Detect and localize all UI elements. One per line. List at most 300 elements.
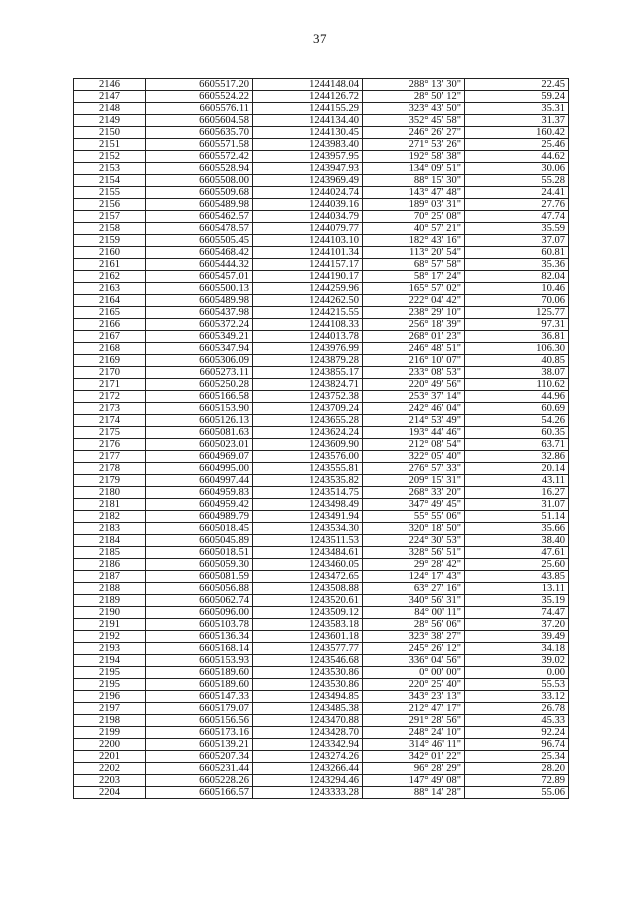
table-row — [74, 547, 569, 559]
table-row — [74, 475, 569, 487]
bearing-angle-cell: 212° 08' 54" — [363, 439, 465, 451]
table-row — [74, 343, 569, 355]
distance-cell: 92.24 — [465, 727, 569, 739]
x-coordinate-cell: 6605635.70 — [146, 127, 253, 139]
point-number-cell: 2185 — [74, 547, 146, 559]
table-row — [74, 319, 569, 331]
x-coordinate-cell: 6605166.58 — [146, 391, 253, 403]
table-row — [74, 679, 569, 691]
distance-cell: 59.24 — [465, 91, 569, 103]
y-coordinate-cell: 1243535.82 — [253, 475, 363, 487]
point-number-cell: 2176 — [74, 439, 146, 451]
y-coordinate-cell: 1244013.78 — [253, 331, 363, 343]
y-coordinate-cell: 1243601.18 — [253, 631, 363, 643]
bearing-angle-cell: 246° 48' 51" — [363, 343, 465, 355]
distance-cell: 24.41 — [465, 187, 569, 199]
y-coordinate-cell: 1244259.96 — [253, 283, 363, 295]
distance-cell: 38.40 — [465, 535, 569, 547]
table-row — [74, 247, 569, 259]
point-number-cell: 2200 — [74, 739, 146, 751]
y-coordinate-cell: 1243534.30 — [253, 523, 363, 535]
distance-cell: 0.00 — [465, 667, 569, 679]
y-coordinate-cell: 1244101.34 — [253, 247, 363, 259]
bearing-angle-cell: 256° 18' 39" — [363, 319, 465, 331]
point-number-cell: 2174 — [74, 415, 146, 427]
distance-cell: 97.31 — [465, 319, 569, 331]
bearing-angle-cell: 248° 24' 10" — [363, 727, 465, 739]
bearing-angle-cell: 182° 43' 16" — [363, 235, 465, 247]
distance-cell: 37.20 — [465, 619, 569, 631]
point-number-cell: 2162 — [74, 271, 146, 283]
point-number-cell: 2178 — [74, 463, 146, 475]
point-number-cell: 2196 — [74, 691, 146, 703]
bearing-angle-cell: 220° 25' 40" — [363, 679, 465, 691]
y-coordinate-cell: 1243460.05 — [253, 559, 363, 571]
point-number-cell: 2197 — [74, 703, 146, 715]
y-coordinate-cell: 1244103.10 — [253, 235, 363, 247]
point-number-cell: 2201 — [74, 751, 146, 763]
y-coordinate-cell: 1243494.85 — [253, 691, 363, 703]
point-number-cell: 2183 — [74, 523, 146, 535]
table-row — [74, 187, 569, 199]
y-coordinate-cell: 1244190.17 — [253, 271, 363, 283]
y-coordinate-cell: 1243546.68 — [253, 655, 363, 667]
point-number-cell: 2148 — [74, 103, 146, 115]
bearing-angle-cell: 343° 23' 13" — [363, 691, 465, 703]
distance-cell: 43.85 — [465, 571, 569, 583]
distance-cell: 39.02 — [465, 655, 569, 667]
table-row — [74, 307, 569, 319]
distance-cell: 35.19 — [465, 595, 569, 607]
y-coordinate-cell: 1243983.40 — [253, 139, 363, 151]
bearing-angle-cell: 328° 56' 51" — [363, 547, 465, 559]
point-number-cell: 2189 — [74, 595, 146, 607]
bearing-angle-cell: 63° 27' 16" — [363, 583, 465, 595]
table-row — [74, 571, 569, 583]
table-row — [74, 751, 569, 763]
bearing-angle-cell: 88° 14' 28" — [363, 787, 465, 799]
distance-cell: 35.36 — [465, 259, 569, 271]
distance-cell: 35.31 — [465, 103, 569, 115]
y-coordinate-cell: 1243609.90 — [253, 439, 363, 451]
table-row — [74, 355, 569, 367]
bearing-angle-cell: 222° 04' 42" — [363, 295, 465, 307]
point-number-cell: 2157 — [74, 211, 146, 223]
point-number-cell: 2147 — [74, 91, 146, 103]
y-coordinate-cell: 1243969.49 — [253, 175, 363, 187]
x-coordinate-cell: 6605517.20 — [146, 79, 253, 91]
distance-cell: 44.62 — [465, 151, 569, 163]
distance-cell: 37.07 — [465, 235, 569, 247]
point-number-cell: 2203 — [74, 775, 146, 787]
x-coordinate-cell: 6605018.51 — [146, 547, 253, 559]
point-number-cell: 2186 — [74, 559, 146, 571]
table-row — [74, 691, 569, 703]
table-row — [74, 79, 569, 91]
point-number-cell: 2175 — [74, 427, 146, 439]
table-row — [74, 127, 569, 139]
point-number-cell: 2146 — [74, 79, 146, 91]
y-coordinate-cell: 1243428.70 — [253, 727, 363, 739]
table-row — [74, 415, 569, 427]
x-coordinate-cell: 6605604.58 — [146, 115, 253, 127]
table-row — [74, 787, 569, 799]
bearing-angle-cell: 291° 28' 56" — [363, 715, 465, 727]
bearing-angle-cell: 342° 01' 22" — [363, 751, 465, 763]
bearing-angle-cell: 40° 57' 21" — [363, 223, 465, 235]
bearing-angle-cell: 189° 03' 31" — [363, 199, 465, 211]
y-coordinate-cell: 1244126.72 — [253, 91, 363, 103]
point-number-cell: 2204 — [74, 787, 146, 799]
x-coordinate-cell: 6605444.32 — [146, 259, 253, 271]
table-row — [74, 643, 569, 655]
distance-cell: 55.06 — [465, 787, 569, 799]
point-number-cell: 2184 — [74, 535, 146, 547]
table-row — [74, 667, 569, 679]
distance-cell: 40.85 — [465, 355, 569, 367]
x-coordinate-cell: 6605273.11 — [146, 367, 253, 379]
point-number-cell: 2182 — [74, 511, 146, 523]
x-coordinate-cell: 6605250.28 — [146, 379, 253, 391]
bearing-angle-cell: 28° 50' 12" — [363, 91, 465, 103]
bearing-angle-cell: 58° 17' 24" — [363, 271, 465, 283]
bearing-angle-cell: 113° 20' 54" — [363, 247, 465, 259]
x-coordinate-cell: 6604969.07 — [146, 451, 253, 463]
x-coordinate-cell: 6605045.89 — [146, 535, 253, 547]
x-coordinate-cell: 6605126.13 — [146, 415, 253, 427]
x-coordinate-cell: 6605062.74 — [146, 595, 253, 607]
distance-cell: 60.35 — [465, 427, 569, 439]
y-coordinate-cell: 1243976.99 — [253, 343, 363, 355]
table-row — [74, 391, 569, 403]
table-row — [74, 163, 569, 175]
bearing-angle-cell: 55° 55' 06" — [363, 511, 465, 523]
x-coordinate-cell: 6605572.42 — [146, 151, 253, 163]
point-number-cell: 2193 — [74, 643, 146, 655]
y-coordinate-cell: 1244134.40 — [253, 115, 363, 127]
table-row — [74, 439, 569, 451]
table-row — [74, 703, 569, 715]
table-row — [74, 211, 569, 223]
y-coordinate-cell: 1244024.74 — [253, 187, 363, 199]
x-coordinate-cell: 6605372.24 — [146, 319, 253, 331]
y-coordinate-cell: 1243508.88 — [253, 583, 363, 595]
distance-cell: 34.18 — [465, 643, 569, 655]
y-coordinate-cell: 1243333.28 — [253, 787, 363, 799]
y-coordinate-cell: 1243709.24 — [253, 403, 363, 415]
y-coordinate-cell: 1244079.77 — [253, 223, 363, 235]
x-coordinate-cell: 6605437.98 — [146, 307, 253, 319]
distance-cell: 74.47 — [465, 607, 569, 619]
point-number-cell: 2156 — [74, 199, 146, 211]
x-coordinate-cell: 6605462.57 — [146, 211, 253, 223]
y-coordinate-cell: 1243472.65 — [253, 571, 363, 583]
distance-cell: 54.26 — [465, 415, 569, 427]
table-row — [74, 463, 569, 475]
point-number-cell: 2177 — [74, 451, 146, 463]
x-coordinate-cell: 6605349.21 — [146, 331, 253, 343]
table-row — [74, 295, 569, 307]
distance-cell: 60.69 — [465, 403, 569, 415]
distance-cell: 31.07 — [465, 499, 569, 511]
point-number-cell: 2169 — [74, 355, 146, 367]
table-row — [74, 775, 569, 787]
y-coordinate-cell: 1243484.61 — [253, 547, 363, 559]
distance-cell: 106.30 — [465, 343, 569, 355]
y-coordinate-cell: 1243485.38 — [253, 703, 363, 715]
x-coordinate-cell: 6605478.57 — [146, 223, 253, 235]
x-coordinate-cell: 6604959.42 — [146, 499, 253, 511]
y-coordinate-cell: 1244108.33 — [253, 319, 363, 331]
distance-cell: 39.49 — [465, 631, 569, 643]
point-number-cell: 2158 — [74, 223, 146, 235]
distance-cell: 43.11 — [465, 475, 569, 487]
y-coordinate-cell: 1243752.38 — [253, 391, 363, 403]
point-number-cell: 2155 — [74, 187, 146, 199]
bearing-angle-cell: 147° 49' 08" — [363, 775, 465, 787]
x-coordinate-cell: 6605059.30 — [146, 559, 253, 571]
distance-cell: 55.28 — [465, 175, 569, 187]
distance-cell: 36.81 — [465, 331, 569, 343]
bearing-angle-cell: 253° 37' 14" — [363, 391, 465, 403]
distance-cell: 28.20 — [465, 763, 569, 775]
table-row — [74, 559, 569, 571]
table-row — [74, 451, 569, 463]
x-coordinate-cell: 6605524.22 — [146, 91, 253, 103]
table-row — [74, 727, 569, 739]
table-row — [74, 535, 569, 547]
y-coordinate-cell: 1243470.88 — [253, 715, 363, 727]
y-coordinate-cell: 1244155.29 — [253, 103, 363, 115]
x-coordinate-cell: 6604995.00 — [146, 463, 253, 475]
distance-cell: 70.06 — [465, 295, 569, 307]
table-row — [74, 499, 569, 511]
bearing-angle-cell: 220° 49' 56" — [363, 379, 465, 391]
point-number-cell: 2181 — [74, 499, 146, 511]
y-coordinate-cell: 1243530.86 — [253, 667, 363, 679]
x-coordinate-cell: 6605189.60 — [146, 667, 253, 679]
distance-cell: 110.62 — [465, 379, 569, 391]
table-row — [74, 283, 569, 295]
y-coordinate-cell: 1244215.55 — [253, 307, 363, 319]
point-number-cell: 2150 — [74, 127, 146, 139]
table-row — [74, 427, 569, 439]
x-coordinate-cell: 6605156.56 — [146, 715, 253, 727]
bearing-angle-cell: 271° 53' 26" — [363, 139, 465, 151]
table-row — [74, 619, 569, 631]
point-number-cell: 2191 — [74, 619, 146, 631]
x-coordinate-cell: 6605528.94 — [146, 163, 253, 175]
y-coordinate-cell: 1243576.00 — [253, 451, 363, 463]
bearing-angle-cell: 314° 46' 11" — [363, 739, 465, 751]
y-coordinate-cell: 1243266.44 — [253, 763, 363, 775]
bearing-angle-cell: 134° 09' 51" — [363, 163, 465, 175]
table-row — [74, 235, 569, 247]
point-number-cell: 2172 — [74, 391, 146, 403]
point-number-cell: 2199 — [74, 727, 146, 739]
distance-cell: 10.46 — [465, 283, 569, 295]
distance-cell: 25.34 — [465, 751, 569, 763]
point-number-cell: 2171 — [74, 379, 146, 391]
point-number-cell: 2161 — [74, 259, 146, 271]
distance-cell: 32.86 — [465, 451, 569, 463]
x-coordinate-cell: 6605147.33 — [146, 691, 253, 703]
y-coordinate-cell: 1244262.50 — [253, 295, 363, 307]
table-row — [74, 523, 569, 535]
distance-cell: 38.07 — [465, 367, 569, 379]
distance-cell: 96.74 — [465, 739, 569, 751]
distance-cell: 63.71 — [465, 439, 569, 451]
point-number-cell: 2165 — [74, 307, 146, 319]
distance-cell: 16.27 — [465, 487, 569, 499]
bearing-angle-cell: 268° 01' 23" — [363, 331, 465, 343]
distance-cell: 30.06 — [465, 163, 569, 175]
point-number-cell: 2194 — [74, 655, 146, 667]
distance-cell: 33.12 — [465, 691, 569, 703]
table-row — [74, 175, 569, 187]
bearing-angle-cell: 320° 18' 50" — [363, 523, 465, 535]
bearing-angle-cell: 84° 00' 11" — [363, 607, 465, 619]
distance-cell: 31.37 — [465, 115, 569, 127]
point-number-cell: 2168 — [74, 343, 146, 355]
table-row — [74, 487, 569, 499]
bearing-angle-cell: 29° 28' 42" — [363, 559, 465, 571]
point-number-cell: 2149 — [74, 115, 146, 127]
x-coordinate-cell: 6605153.90 — [146, 403, 253, 415]
y-coordinate-cell: 1243491.94 — [253, 511, 363, 523]
point-number-cell: 2154 — [74, 175, 146, 187]
table-row — [74, 715, 569, 727]
x-coordinate-cell: 6605103.78 — [146, 619, 253, 631]
point-number-cell: 2190 — [74, 607, 146, 619]
point-number-cell: 2152 — [74, 151, 146, 163]
distance-cell: 160.42 — [465, 127, 569, 139]
x-coordinate-cell: 6605576.11 — [146, 103, 253, 115]
x-coordinate-cell: 6605096.00 — [146, 607, 253, 619]
table-row — [74, 763, 569, 775]
x-coordinate-cell: 6605168.14 — [146, 643, 253, 655]
y-coordinate-cell: 1244034.79 — [253, 211, 363, 223]
point-number-cell: 2153 — [74, 163, 146, 175]
point-number-cell: 2179 — [74, 475, 146, 487]
distance-cell: 60.81 — [465, 247, 569, 259]
bearing-angle-cell: 242° 46' 04" — [363, 403, 465, 415]
distance-cell: 72.89 — [465, 775, 569, 787]
y-coordinate-cell: 1244130.45 — [253, 127, 363, 139]
bearing-angle-cell: 224° 30' 53" — [363, 535, 465, 547]
point-number-cell: 2180 — [74, 487, 146, 499]
x-coordinate-cell: 6605489.98 — [146, 199, 253, 211]
x-coordinate-cell: 6605489.98 — [146, 295, 253, 307]
y-coordinate-cell: 1243947.93 — [253, 163, 363, 175]
y-coordinate-cell: 1244039.16 — [253, 199, 363, 211]
bearing-angle-cell: 246° 26' 27" — [363, 127, 465, 139]
y-coordinate-cell: 1243509.12 — [253, 607, 363, 619]
bearing-angle-cell: 233° 08' 53" — [363, 367, 465, 379]
distance-cell: 55.53 — [465, 679, 569, 691]
distance-cell: 47.61 — [465, 547, 569, 559]
table-row — [74, 103, 569, 115]
point-number-cell: 2198 — [74, 715, 146, 727]
page-number: 37 — [313, 31, 327, 46]
y-coordinate-cell: 1243824.71 — [253, 379, 363, 391]
x-coordinate-cell: 6605166.57 — [146, 787, 253, 799]
table-row — [74, 91, 569, 103]
distance-cell: 45.33 — [465, 715, 569, 727]
bearing-angle-cell: 288° 13' 30" — [363, 79, 465, 91]
x-coordinate-cell: 6605509.68 — [146, 187, 253, 199]
table-row — [74, 607, 569, 619]
bearing-angle-cell: 165° 57' 02" — [363, 283, 465, 295]
y-coordinate-cell: 1243577.77 — [253, 643, 363, 655]
x-coordinate-cell: 6605139.21 — [146, 739, 253, 751]
distance-cell: 125.77 — [465, 307, 569, 319]
table-row — [74, 139, 569, 151]
bearing-angle-cell: 88° 15' 30" — [363, 175, 465, 187]
x-coordinate-cell: 6605457.01 — [146, 271, 253, 283]
y-coordinate-cell: 1243583.18 — [253, 619, 363, 631]
y-coordinate-cell: 1243274.26 — [253, 751, 363, 763]
x-coordinate-cell: 6605468.42 — [146, 247, 253, 259]
distance-cell: 13.11 — [465, 583, 569, 595]
y-coordinate-cell: 1243624.24 — [253, 427, 363, 439]
y-coordinate-cell: 1243855.17 — [253, 367, 363, 379]
bearing-angle-cell: 323° 43' 50" — [363, 103, 465, 115]
x-coordinate-cell: 6605081.63 — [146, 427, 253, 439]
bearing-angle-cell: 193° 44' 46" — [363, 427, 465, 439]
bearing-angle-cell: 143° 47' 48" — [363, 187, 465, 199]
x-coordinate-cell: 6605347.94 — [146, 343, 253, 355]
point-number-cell: 2167 — [74, 331, 146, 343]
table-row — [74, 223, 569, 235]
x-coordinate-cell: 6605179.07 — [146, 703, 253, 715]
bearing-angle-cell: 216° 10' 07" — [363, 355, 465, 367]
y-coordinate-cell: 1243514.75 — [253, 487, 363, 499]
bearing-angle-cell: 209° 15' 31" — [363, 475, 465, 487]
bearing-angle-cell: 68° 57' 58" — [363, 259, 465, 271]
y-coordinate-cell: 1243342.94 — [253, 739, 363, 751]
distance-cell: 82.04 — [465, 271, 569, 283]
point-number-cell: 2151 — [74, 139, 146, 151]
bearing-angle-cell: 192° 58' 38" — [363, 151, 465, 163]
point-number-cell: 2195 — [74, 679, 146, 691]
point-number-cell: 2163 — [74, 283, 146, 295]
bearing-angle-cell: 238° 29' 10" — [363, 307, 465, 319]
y-coordinate-cell: 1243530.86 — [253, 679, 363, 691]
bearing-angle-cell: 214° 53' 49" — [363, 415, 465, 427]
point-number-cell: 2192 — [74, 631, 146, 643]
bearing-angle-cell: 268° 33' 20" — [363, 487, 465, 499]
bearing-angle-cell: 0° 00' 00" — [363, 667, 465, 679]
table-row — [74, 115, 569, 127]
distance-cell: 25.60 — [465, 559, 569, 571]
x-coordinate-cell: 6605056.88 — [146, 583, 253, 595]
point-number-cell: 2195 — [74, 667, 146, 679]
distance-cell: 35.66 — [465, 523, 569, 535]
x-coordinate-cell: 6604959.83 — [146, 487, 253, 499]
bearing-angle-cell: 323° 38' 27" — [363, 631, 465, 643]
bearing-angle-cell: 276° 57' 33" — [363, 463, 465, 475]
bearing-angle-cell: 347° 49' 45" — [363, 499, 465, 511]
table-row — [74, 583, 569, 595]
y-coordinate-cell: 1243294.46 — [253, 775, 363, 787]
bearing-angle-cell: 28° 56' 06" — [363, 619, 465, 631]
point-number-cell: 2202 — [74, 763, 146, 775]
x-coordinate-cell: 6604989.79 — [146, 511, 253, 523]
x-coordinate-cell: 6605571.58 — [146, 139, 253, 151]
bearing-angle-cell: 124° 17' 43" — [363, 571, 465, 583]
point-number-cell: 2160 — [74, 247, 146, 259]
